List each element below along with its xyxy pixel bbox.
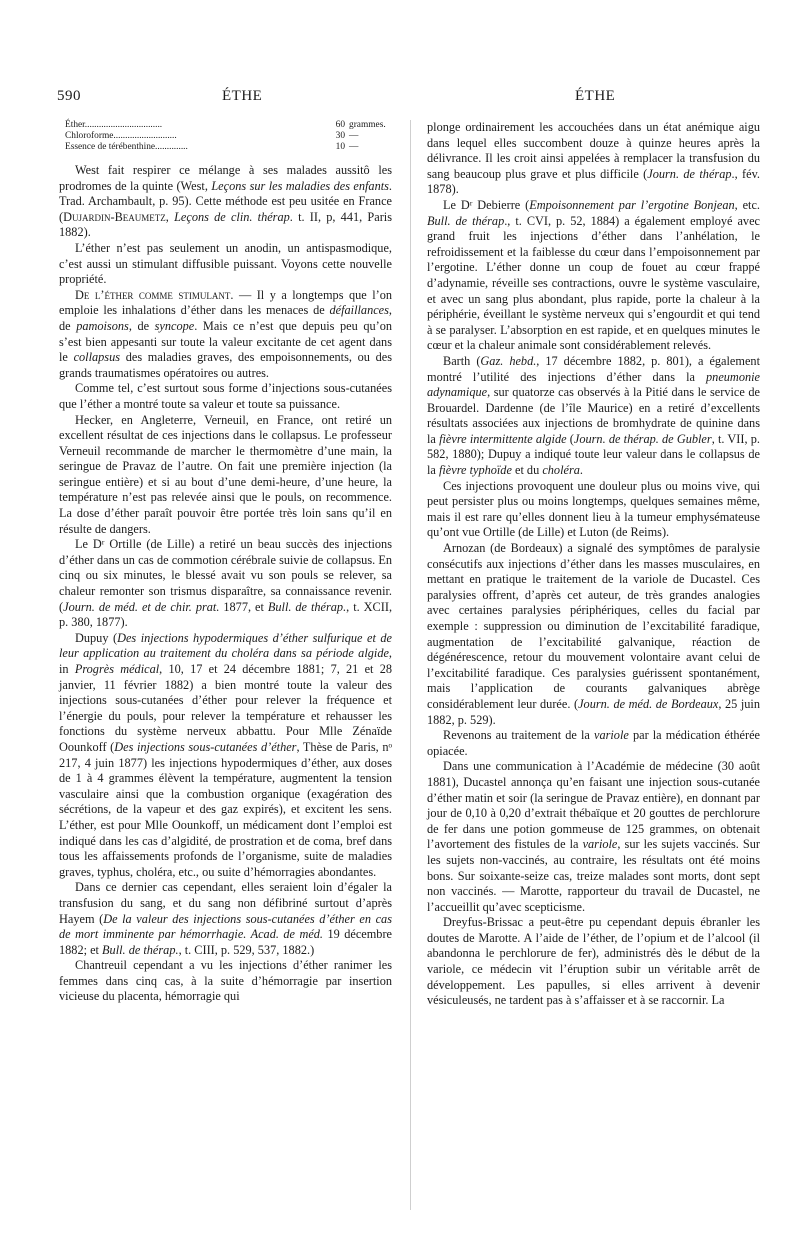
paragraph: Le Dʳ Ortille (de Lille) a retiré un beau succès des injections d’éther dans un cas de commotion cérébrale suivie de collapsus. En cinq ou six minutes, le blessé avait vu son pouls se relever, sa chaleur remonter son trismus disparaître, sa connaissance revenir. (Journ. de méd. et de chir. prat. 1877, et Bull. de thérap., t. XCII, p. 380, 1877). — [59, 537, 393, 630]
paragraph: Chantreuil cependant a vu les injections d’éther ranimer les femmes dans cinq cas, à la suite d’hémorragie par insertion vicieuse du placenta, hémorragie qui — [59, 958, 392, 1004]
running-head-left: ÉTHE — [222, 88, 263, 104]
paragraph: Le Dʳ Debierre (Empoisonnement par l’ergotine Bonjean, etc. Bull. de thérap., t. CVI, p. 52, 1884) a également employé avec grand fruit les injections d’éther dans l’anhélation, le refroidissement et la faiblesse du cœur dans l’empoisonnement par l’ergotine. L’éther donne un coup de fouet au cœur frappé d’adynamie, réveille ses contractions, ouvre le système vasculaire, et avec un sang plus abondant, plus rapide, porte la chaleur à la périphérie, éveillant le système nerveux qui s’engourdit et qui tend à se paralyser. L’absorption en est rapide, et en quelques minutes le cœur et la chaleur animale sont considérablement relevés. — [427, 197, 760, 353]
paragraph: Arnozan (de Bordeaux) a signalé des symptômes de paralysie consécutifs aux injections d’éther dans les masses musculaires, en mettant en pratique le traitement de la variole de Ducastel. Ces paralysies offrent, d’après cet auteur, de très grandes analogies avec certaines paralysies périphériques, celles du facial par exemple : suppression ou diminution de l’excitabilité faradique, augmentation de l’excitabilité galvanique, réaction de dégénérescence, retour du mouvement volontaire avant celui de l’excitabilité faradique. Ces paralysies guérissent spontanément, mais l’application de courants galvaniques abrège considérablement leur durée. (Journ. de méd. de Bordeaux, 25 juin 1882, p. 529). — [427, 541, 761, 727]
paragraph: Comme tel, c’est surtout sous forme d’injections sous-cutanées que l’éther a montré toute sa valeur et toute sa puissance. — [59, 381, 392, 411]
right-column — [427, 120, 760, 1009]
paragraph: Ces injections provoquent une douleur plus ou moins vive, qui peut persister plus ou moins longtemps, quelques semaines même, mais il est rare qu’elles donnent lieu à la tumeur emphysémateuse qu’ont vue Ortille (de Lille) et Luton (de Reims). — [427, 478, 760, 540]
running-head-right: ÉTHE — [575, 88, 616, 104]
paragraph: Dans ce dernier cas cependant, elles seraient loin d’égaler la transfusion du sang, et du sang non défibriné surtout d’après Hayem (De la valeur des injections sous-cutanées d’éther en cas de mort imminente par hémorrhagie. Acad. de méd. 19 décembre 1882; et Bull. de thérap., t. CIII, p. 529, 537, 1882.) — [59, 880, 392, 957]
paragraph: West fait respirer ce mélange à ses malades aussitô les prodromes de la quinte (West, Leçons sur les maladies des enfants. Trad. Archambault, p. 95). Cette méthode est peu usitée en France (Dujardin-Beaumetz, Leçons de clin. thérap. t. II, p, 441, Paris 1882). — [59, 163, 392, 240]
column-divider — [410, 120, 411, 1210]
paragraph: Hecker, en Angleterre, Verneuil, en France, ont retiré un excellent résultat de ces injections dans le collapsus. Le professeur Verneuil recommande de marcher le thermomètre d’une main, la seringue de Pravaz de l’autre. On fait une première injection (la seringue entière) et si au bout d’une demi-heure, d’une heure, la température n’est pas relevée ainsi que le pouls, on recommence. La dose d’éther paraît pouvoir être portée très loin sans qu’il en résulte de dangers. — [59, 412, 392, 536]
recipe-row: Chloroforme........................... 30 — — [65, 131, 359, 141]
paragraph: L’éther n’est pas seulement un anodin, un antispasmodique, c’est aussi un stimulant diffusible puissant. Voyons cette nouvelle propriété. — [59, 240, 392, 287]
paragraph-continued: plonge ordinairement les accouchées dans un état anémique aigu dans lequel elles succombent douze à quinze heures après la délivrance. Il les croit ainsi appelées à remplacer la transfusion du sang beaucoup plus grave et plus difficile (Journ. de thérap., fév. 1878). — [427, 120, 761, 197]
left-column — [59, 120, 392, 1005]
paragraph: Dreyfus-Brissac a peut-être pu cependant depuis ébranler les doutes de Marotte. A l’aide de l’éther, de l’opium et de l’alcool (il abandonna le perchlorure de fer), administrés dès le début de la variole, ce médecin vit l’éruption subir un véritable arrêt de développement. Les papulles, si elles arrivent à devenir vésiculeusés, ne tardent pas à s’affaisser et à se raccornir. La — [427, 915, 760, 1008]
paragraph: Revenons au traitement de la variole par la médication éthérée opiacée. — [427, 728, 760, 758]
paragraph: Barth (Gaz. hebd., 17 décembre 1882, p. 801), a également montré l’utilité des injections d’éther dans la pneumonie adynamique, sur quatorze cas observés à la Pitié dans le service de Brouardel. Dardenne (de l’île Maurice) en a retiré d’excellents résultats associées aux injections de bromhydrate de quinine dans la fièvre intermittente algide (Journ. de thérap. de Gubler, t. VII, p. 582, 1880); Dupuy a indiqué toute leur valeur dans le collapsus de la fièvre typhoïde et du choléra. — [427, 353, 760, 478]
recipe-row: Essence de térébenthine.............. 10 — — [65, 142, 359, 152]
recipe-row: Éther................................. 60 grammes. — [65, 120, 386, 130]
section-paragraph: De l’éther comme stimulant. — Il y a longtemps que l’on emploie les inhalations d’éther dans les menaces de défaillances, de pamoisons, de syncope. Mais ce n’est que depuis peu qu’on s’est bien appesanti sur toute la valeur excitante de cet agent dans le collapsus des maladies graves, des empoisonnements, ou des grands traumatismes opératoires ou autres. — [59, 287, 393, 380]
paragraph: Dupuy (Des injections hypodermiques d’éther sulfurique et de leur application au traitement du choléra dans sa période algide, in Progrès médical, 10, 17 et 24 décembre 1881; 7, 21 et 28 janvier, 11 février 1882) a bien montré toute la valeur des injections sous-cutanées d’éther pour relever la fréquence et l’énergie du pouls, pour relever la température et rehausser les fonctions du système nerveux abbattu. Pour Mlle Zénaïde Oounkoff (Des injections sous-cutanées d’éther, Thèse de Paris, nᵒ 217, 4 juin 1877) les injections hypodermiques d’éther, aux doses de 1 à 4 grammes élèvent la température, augmentent la tension vasculaire ainsi que la combustion organique (exagération des sécrétions, de la vapeur et des gaz expirés), et excitent les sens. L’éther, est pour Mlle Oounkoff, un médicament dont l’emploi est indiqué dans les cas d’algidité, de prostration et de coma, bref dans tous les affaissements profonds de l’organisme, suite de maladies graves, typhus, choléra, etc., ou suite d’hémorragies abondantes. — [59, 630, 393, 879]
page-number: 590 — [57, 88, 81, 104]
section-heading: De l’éther comme stimulant. — [75, 287, 234, 302]
paragraph: Dans une communication à l’Académie de médecine (30 août 1881), Ducastel annonça qu’en faisant une injection sous-cutanée d’éther matin et soir (la seringue de Pravaz entière), en donnant par jour de 0,10 à 0,20 d’extrait thébaïque et 20 gouttes de perchlorure de fer dans une potion gommeuse de 125 grammes, on obtenait l’avortement des fistules de la variole, sur les sujets vaccinés. Sur les sujets non-vaccinés, au contraire, les résultats ont été moins bons. Sur soixante-seize cas, treize malades sont morts, dont sept non vaccinés. — Marotte, rapporteur du travail de Ducastel, ne l’accueillit qu’avec scepticisme. — [427, 759, 760, 914]
recipe-table — [59, 120, 392, 153]
